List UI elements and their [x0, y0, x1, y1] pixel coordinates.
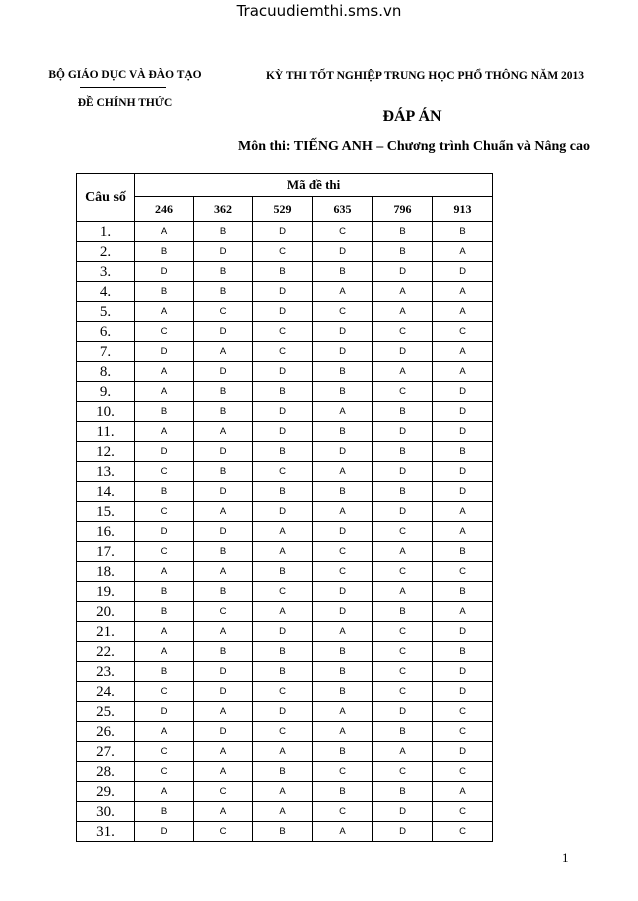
answer-cell: C: [135, 762, 194, 782]
answer-cell: A: [253, 602, 313, 622]
answer-cell: D: [313, 322, 373, 342]
answer-cell: D: [433, 662, 493, 682]
answer-cell: C: [253, 242, 313, 262]
table-row: [77, 482, 493, 502]
question-number: 25.: [77, 702, 135, 722]
answer-cell: D: [135, 262, 194, 282]
answer-cell: D: [433, 462, 493, 482]
question-number: 22.: [77, 642, 135, 662]
question-number: 1.: [77, 222, 135, 242]
answer-cell: D: [313, 442, 373, 462]
answer-cell: D: [194, 482, 253, 502]
answer-cell: B: [313, 742, 373, 762]
official-label: ĐỀ CHÍNH THỨC: [77, 97, 173, 109]
answer-cell: A: [433, 302, 493, 322]
table-row: [77, 302, 493, 322]
answer-cell: A: [194, 422, 253, 442]
answer-cell: C: [433, 802, 493, 822]
answer-cell: A: [135, 382, 194, 402]
answer-cell: B: [373, 442, 433, 462]
answer-cell: A: [135, 362, 194, 382]
answer-cell: B: [433, 642, 493, 662]
answer-cell: D: [433, 482, 493, 502]
answer-cell: C: [135, 502, 194, 522]
exam-code-row: [77, 197, 493, 222]
answer-cell: C: [373, 562, 433, 582]
answer-cell: A: [373, 362, 433, 382]
answer-cell: B: [253, 382, 313, 402]
answer-cell: D: [313, 242, 373, 262]
document-title: ĐÁP ÁN: [382, 108, 442, 125]
exam-code-cell: 913: [433, 197, 493, 222]
answer-cell: D: [433, 622, 493, 642]
answer-cell: A: [135, 642, 194, 662]
answer-cell: C: [135, 542, 194, 562]
answer-cell: B: [433, 542, 493, 562]
answer-cell: A: [194, 622, 253, 642]
answer-cell: A: [313, 402, 373, 422]
answer-cell: B: [253, 822, 313, 842]
table-row: [77, 382, 493, 402]
answer-cell: B: [253, 562, 313, 582]
answer-cell: A: [373, 302, 433, 322]
table-row: [77, 602, 493, 622]
answer-cell: B: [194, 222, 253, 242]
answer-cell: C: [253, 582, 313, 602]
question-number: 13.: [77, 462, 135, 482]
answer-cell: B: [135, 582, 194, 602]
answer-cell: D: [253, 422, 313, 442]
answer-cell: A: [433, 522, 493, 542]
question-number-header: Câu số: [77, 174, 135, 222]
answer-cell: D: [313, 342, 373, 362]
answer-cell: A: [194, 702, 253, 722]
answer-cell: D: [373, 462, 433, 482]
question-number: 15.: [77, 502, 135, 522]
answer-cell: D: [135, 342, 194, 362]
table-row: [77, 222, 493, 242]
question-number: 20.: [77, 602, 135, 622]
answer-cell: A: [253, 522, 313, 542]
answer-cell: A: [373, 542, 433, 562]
table-row: [77, 342, 493, 362]
answer-cell: B: [135, 662, 194, 682]
answer-cell: B: [194, 262, 253, 282]
question-number: 8.: [77, 362, 135, 382]
exam-code-header: Mã đề thi: [135, 174, 493, 197]
answer-cell: A: [373, 742, 433, 762]
answer-cell: B: [373, 402, 433, 422]
answer-cell: C: [313, 802, 373, 822]
answer-cell: C: [313, 302, 373, 322]
table-row: [77, 522, 493, 542]
question-number: 18.: [77, 562, 135, 582]
answer-cell: C: [194, 822, 253, 842]
answer-cell: A: [135, 782, 194, 802]
answer-cell: C: [313, 222, 373, 242]
table-row: [77, 402, 493, 422]
answer-cell: D: [135, 522, 194, 542]
answer-cell: B: [194, 642, 253, 662]
answer-cell: A: [433, 782, 493, 802]
answer-cell: A: [433, 502, 493, 522]
table-row: [77, 802, 493, 822]
answer-rows: [77, 222, 493, 842]
answer-cell: B: [313, 262, 373, 282]
question-number: 11.: [77, 422, 135, 442]
table-row: [77, 702, 493, 722]
answer-cell: C: [433, 562, 493, 582]
question-number: 26.: [77, 722, 135, 742]
ministry-name: BỘ GIÁO DỤC VÀ ĐÀO TẠO: [48, 69, 202, 81]
answer-cell: B: [433, 442, 493, 462]
answer-cell: B: [135, 482, 194, 502]
answer-cell: C: [135, 682, 194, 702]
answer-cell: D: [433, 422, 493, 442]
answer-cell: D: [253, 222, 313, 242]
table-row: [77, 462, 493, 482]
answer-cell: B: [194, 382, 253, 402]
answer-cell: C: [433, 322, 493, 342]
question-number: 9.: [77, 382, 135, 402]
answer-cell: B: [313, 382, 373, 402]
table-row: [77, 262, 493, 282]
answer-cell: A: [135, 302, 194, 322]
answer-cell: B: [373, 482, 433, 502]
answer-cell: C: [373, 642, 433, 662]
exam-code-cell: 246: [135, 197, 194, 222]
answer-cell: A: [373, 282, 433, 302]
answer-cell: A: [253, 742, 313, 762]
answer-cell: B: [253, 762, 313, 782]
answer-cell: C: [253, 462, 313, 482]
answer-cell: D: [373, 702, 433, 722]
answer-cell: B: [373, 242, 433, 262]
answer-cell: C: [433, 722, 493, 742]
answer-cell: D: [433, 382, 493, 402]
answer-cell: B: [253, 442, 313, 462]
subject-line: Môn thi: TIẾNG ANH – Chương trình Chuẩn và Nâng cao: [238, 139, 590, 154]
question-number: 27.: [77, 742, 135, 762]
answer-cell: D: [253, 282, 313, 302]
answer-cell: A: [194, 742, 253, 762]
answer-cell: D: [433, 682, 493, 702]
answer-cell: A: [433, 342, 493, 362]
answer-cell: A: [135, 622, 194, 642]
question-number: 29.: [77, 782, 135, 802]
answer-cell: D: [373, 822, 433, 842]
answer-cell: D: [194, 682, 253, 702]
answer-cell: B: [194, 282, 253, 302]
answer-cell: C: [313, 762, 373, 782]
page-number: 1: [562, 850, 569, 865]
answer-cell: C: [373, 322, 433, 342]
answer-cell: D: [194, 722, 253, 742]
answer-cell: B: [433, 222, 493, 242]
answer-cell: A: [194, 502, 253, 522]
answer-cell: A: [253, 542, 313, 562]
answer-cell: A: [253, 802, 313, 822]
answer-cell: B: [373, 602, 433, 622]
answer-cell: C: [313, 542, 373, 562]
answer-cell: D: [194, 322, 253, 342]
answer-cell: A: [253, 782, 313, 802]
answer-cell: B: [194, 462, 253, 482]
answer-cell: C: [135, 462, 194, 482]
answer-cell: C: [373, 622, 433, 642]
answer-cell: D: [194, 442, 253, 462]
question-number: 28.: [77, 762, 135, 782]
answer-cell: C: [373, 522, 433, 542]
answer-cell: B: [253, 262, 313, 282]
answer-cell: D: [373, 262, 433, 282]
answer-cell: A: [135, 562, 194, 582]
answer-cell: C: [433, 822, 493, 842]
answer-cell: C: [194, 782, 253, 802]
answer-cell: D: [194, 242, 253, 262]
answer-cell: B: [313, 782, 373, 802]
answer-cell: C: [253, 682, 313, 702]
answer-cell: A: [313, 622, 373, 642]
answer-cell: B: [313, 642, 373, 662]
answer-cell: B: [253, 662, 313, 682]
answer-cell: A: [313, 822, 373, 842]
answer-cell: D: [373, 502, 433, 522]
answer-cell: B: [194, 542, 253, 562]
answer-cell: C: [135, 322, 194, 342]
table-row: [77, 582, 493, 602]
question-number: 16.: [77, 522, 135, 542]
answer-cell: B: [373, 782, 433, 802]
table-row: [77, 422, 493, 442]
answer-cell: B: [135, 602, 194, 622]
table-row: [77, 642, 493, 662]
question-number: 6.: [77, 322, 135, 342]
question-number: 12.: [77, 442, 135, 462]
answer-cell: A: [135, 222, 194, 242]
exam-code-cell: 362: [194, 197, 253, 222]
question-number: 3.: [77, 262, 135, 282]
answer-cell: A: [313, 702, 373, 722]
question-number: 23.: [77, 662, 135, 682]
answer-cell: A: [313, 282, 373, 302]
table-row: [77, 542, 493, 562]
answer-cell: C: [433, 762, 493, 782]
answer-cell: D: [253, 622, 313, 642]
answer-cell: D: [194, 662, 253, 682]
answer-cell: B: [194, 582, 253, 602]
answer-cell: A: [194, 762, 253, 782]
answer-cell: B: [135, 282, 194, 302]
question-number: 19.: [77, 582, 135, 602]
answer-cell: C: [433, 702, 493, 722]
answer-cell: C: [194, 602, 253, 622]
answer-cell: D: [433, 402, 493, 422]
answer-cell: D: [253, 402, 313, 422]
table-row: [77, 502, 493, 522]
question-number: 31.: [77, 822, 135, 842]
exam-title: KỲ THI TỐT NGHIỆP TRUNG HỌC PHỔ THÔNG NĂM 2013: [265, 70, 585, 82]
answer-cell: A: [194, 342, 253, 362]
answer-cell: A: [433, 242, 493, 262]
table-row: [77, 442, 493, 462]
answer-cell: D: [433, 742, 493, 762]
answer-cell: B: [313, 482, 373, 502]
answer-cell: A: [194, 802, 253, 822]
answer-cell: D: [313, 582, 373, 602]
table-row: [77, 242, 493, 262]
answer-cell: D: [194, 362, 253, 382]
answer-cell: D: [135, 442, 194, 462]
answer-cell: C: [253, 342, 313, 362]
answer-cell: B: [313, 662, 373, 682]
question-number: 21.: [77, 622, 135, 642]
answer-cell: A: [135, 422, 194, 442]
answer-cell: B: [433, 582, 493, 602]
answer-cell: C: [194, 302, 253, 322]
answer-cell: B: [253, 642, 313, 662]
table-row: [77, 742, 493, 762]
answer-cell: C: [253, 322, 313, 342]
answer-cell: A: [135, 722, 194, 742]
answer-cell: A: [313, 722, 373, 742]
answer-cell: D: [253, 702, 313, 722]
table-row: [77, 362, 493, 382]
ministry-underline: [80, 87, 166, 88]
table-row: [77, 662, 493, 682]
answer-cell: B: [135, 242, 194, 262]
answer-cell: C: [313, 562, 373, 582]
answer-cell: D: [135, 702, 194, 722]
answer-cell: D: [135, 822, 194, 842]
answer-cell: D: [373, 342, 433, 362]
exam-code-cell: 796: [373, 197, 433, 222]
question-number: 5.: [77, 302, 135, 322]
answer-cell: D: [253, 362, 313, 382]
answer-cell: D: [433, 262, 493, 282]
answer-cell: B: [373, 722, 433, 742]
answer-cell: D: [313, 602, 373, 622]
question-number: 7.: [77, 342, 135, 362]
table-row: [77, 622, 493, 642]
answer-cell: C: [373, 762, 433, 782]
table-row: [77, 822, 493, 842]
question-number: 2.: [77, 242, 135, 262]
answer-cell: B: [313, 362, 373, 382]
answer-cell: D: [253, 502, 313, 522]
answer-cell: A: [194, 562, 253, 582]
answer-cell: A: [313, 462, 373, 482]
site-watermark: Tracuudiemthi.sms.vn: [236, 2, 402, 20]
question-number: 24.: [77, 682, 135, 702]
table-row: [77, 762, 493, 782]
answer-cell: B: [135, 402, 194, 422]
table-row: [77, 682, 493, 702]
answer-cell: A: [313, 502, 373, 522]
question-number: 4.: [77, 282, 135, 302]
table-row: [77, 722, 493, 742]
question-number: 10.: [77, 402, 135, 422]
answer-cell: B: [373, 222, 433, 242]
answer-cell: D: [373, 422, 433, 442]
answer-cell: D: [253, 302, 313, 322]
answer-cell: D: [373, 802, 433, 822]
question-number: 14.: [77, 482, 135, 502]
exam-code-cell: 529: [253, 197, 313, 222]
answer-cell: A: [433, 282, 493, 302]
question-number: 30.: [77, 802, 135, 822]
answer-cell: A: [373, 582, 433, 602]
exam-code-cell: 635: [313, 197, 373, 222]
answer-cell: D: [194, 522, 253, 542]
answer-table: [76, 173, 493, 842]
answer-cell: B: [135, 802, 194, 822]
table-row: [77, 322, 493, 342]
answer-cell: C: [373, 662, 433, 682]
answer-cell: C: [373, 382, 433, 402]
answer-cell: A: [433, 602, 493, 622]
answer-cell: B: [194, 402, 253, 422]
answer-cell: C: [373, 682, 433, 702]
answer-cell: B: [313, 422, 373, 442]
table-row: [77, 562, 493, 582]
answer-cell: B: [313, 682, 373, 702]
answer-cell: B: [253, 482, 313, 502]
answer-cell: C: [135, 742, 194, 762]
table-row: [77, 782, 493, 802]
answer-cell: D: [313, 522, 373, 542]
answer-cell: A: [433, 362, 493, 382]
answer-cell: C: [253, 722, 313, 742]
table-row: [77, 282, 493, 302]
question-number: 17.: [77, 542, 135, 562]
